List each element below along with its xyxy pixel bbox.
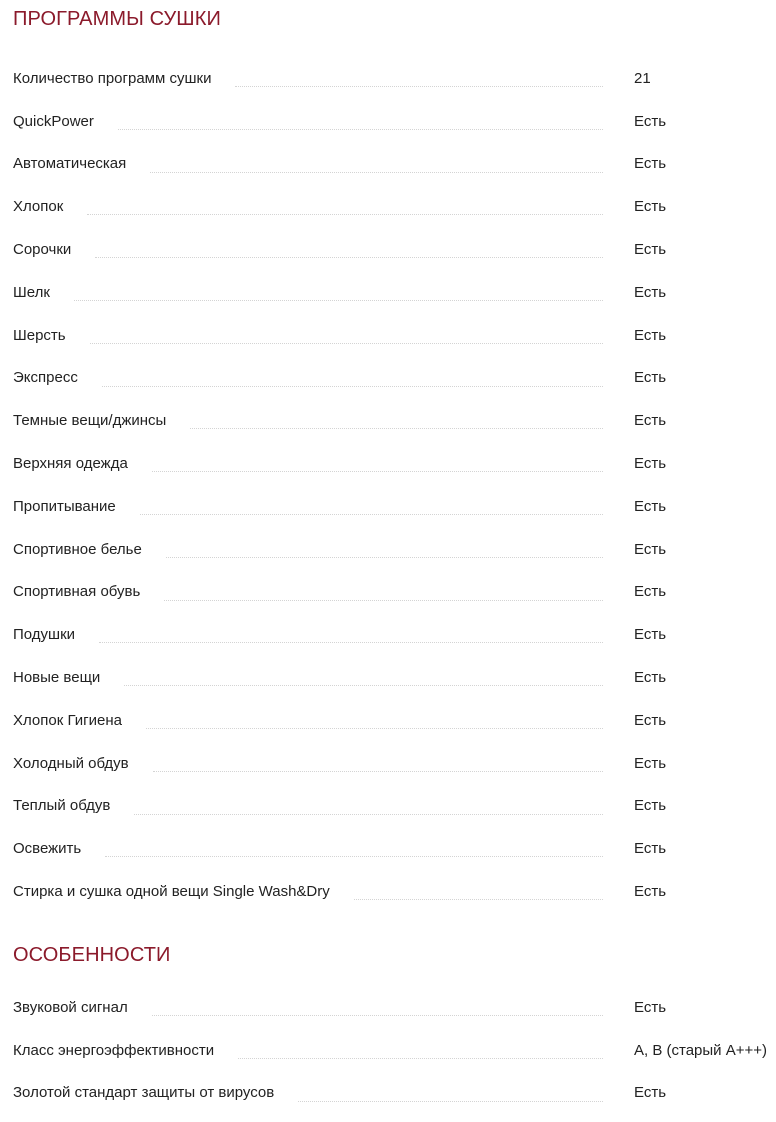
spec-row [13,314,776,357]
features-list [13,986,776,1114]
spec-value: Есть [634,540,667,558]
dotted-leader [90,343,603,344]
spec-row [13,870,776,913]
spec-value: Есть [634,326,667,344]
drying-programs-section [0,7,776,901]
spec-row [13,185,776,228]
spec-row [13,57,776,100]
spec-row [13,271,776,314]
spec-label: Новые вещи [13,669,108,686]
spec-label: Стирка и сушка одной вещи Single Wash&Dry [13,883,338,900]
dotted-leader [153,771,603,772]
spec-value: Есть [634,998,667,1016]
dotted-leader [105,856,603,857]
spec-row [13,986,776,1029]
dotted-leader [99,642,603,643]
spec-label: Сорочки [13,241,79,258]
dotted-leader [354,899,603,900]
dotted-leader [95,257,603,258]
spec-value: Есть [634,455,667,473]
spec-label: Класс энергоэффективности [13,1042,222,1059]
spec-value: Есть [634,754,667,772]
dotted-leader [140,514,603,515]
dotted-leader [124,685,603,686]
spec-value: Есть [634,241,667,259]
spec-label: Экспресс [13,369,86,386]
spec-row [13,442,776,485]
spec-row [13,228,776,271]
spec-row [13,699,776,742]
spec-value: Есть [634,412,667,430]
dotted-leader [238,1058,603,1059]
spec-label: Автоматическая [13,155,134,172]
spec-row [13,742,776,785]
spec-row [13,785,776,828]
spec-label: Шелк [13,284,58,301]
spec-label: Холодный обдув [13,755,137,772]
dotted-leader [164,600,603,601]
spec-label: Спортивная обувь [13,583,148,600]
spec-row [13,357,776,400]
spec-label: Верхняя одежда [13,455,136,472]
spec-value: Есть [634,497,667,515]
spec-row [13,399,776,442]
spec-value: Есть [634,840,667,858]
drying-programs-list [13,57,776,913]
spec-label: Хлопок [13,198,71,215]
spec-row [13,571,776,614]
spec-row [13,1029,776,1072]
spec-label: Темные вещи/джинсы [13,412,174,429]
spec-label: Количество программ сушки [13,70,219,87]
dotted-leader [190,428,603,429]
spec-row [13,656,776,699]
spec-value: Есть [634,198,667,216]
dotted-leader [166,557,603,558]
dotted-leader [74,300,603,301]
spec-value: Есть [634,711,667,729]
spec-value: Есть [634,797,667,815]
spec-value: Есть [634,883,667,901]
spec-row [13,613,776,656]
spec-label: Шерсть [13,327,74,344]
spec-value: 21 [634,69,651,87]
dotted-leader [152,471,603,472]
spec-value: Есть [634,283,667,301]
spec-label: QuickPower [13,113,102,130]
dotted-leader [134,814,603,815]
dotted-leader [146,728,603,729]
spec-value: Есть [634,369,667,387]
spec-row [13,528,776,571]
dotted-leader [87,214,603,215]
spec-label: Спортивное белье [13,541,150,558]
dotted-leader [298,1101,603,1102]
dotted-leader [235,86,603,87]
features-section [0,943,776,1102]
spec-row [13,827,776,870]
spec-value: Есть [634,155,667,173]
spec-label: Теплый обдув [13,797,118,814]
spec-value: Есть [634,669,667,687]
section-title-drying-programs: ПРОГРАММЫ СУШКИ [13,8,221,30]
dotted-leader [118,129,603,130]
dotted-leader [152,1015,603,1016]
spec-label: Золотой стандарт защиты от вирусов [13,1084,282,1101]
spec-label: Подушки [13,626,83,643]
spec-value: Есть [634,583,667,601]
spec-row [13,143,776,186]
spec-value: Есть [634,112,667,130]
spec-label: Пропитывание [13,498,124,515]
spec-value: Есть [634,1084,667,1102]
spec-label: Освежить [13,840,89,857]
spec-row [13,485,776,528]
spec-value: A, B (старый А+++) [634,1041,768,1059]
spec-row [13,1072,776,1115]
dotted-leader [102,386,603,387]
dotted-leader [150,172,603,173]
spec-label: Хлопок Гигиена [13,712,130,729]
spec-value: Есть [634,626,667,644]
spec-row [13,100,776,143]
section-title-features: ОСОБЕННОСТИ [13,944,171,966]
spec-label: Звуковой сигнал [13,999,136,1016]
